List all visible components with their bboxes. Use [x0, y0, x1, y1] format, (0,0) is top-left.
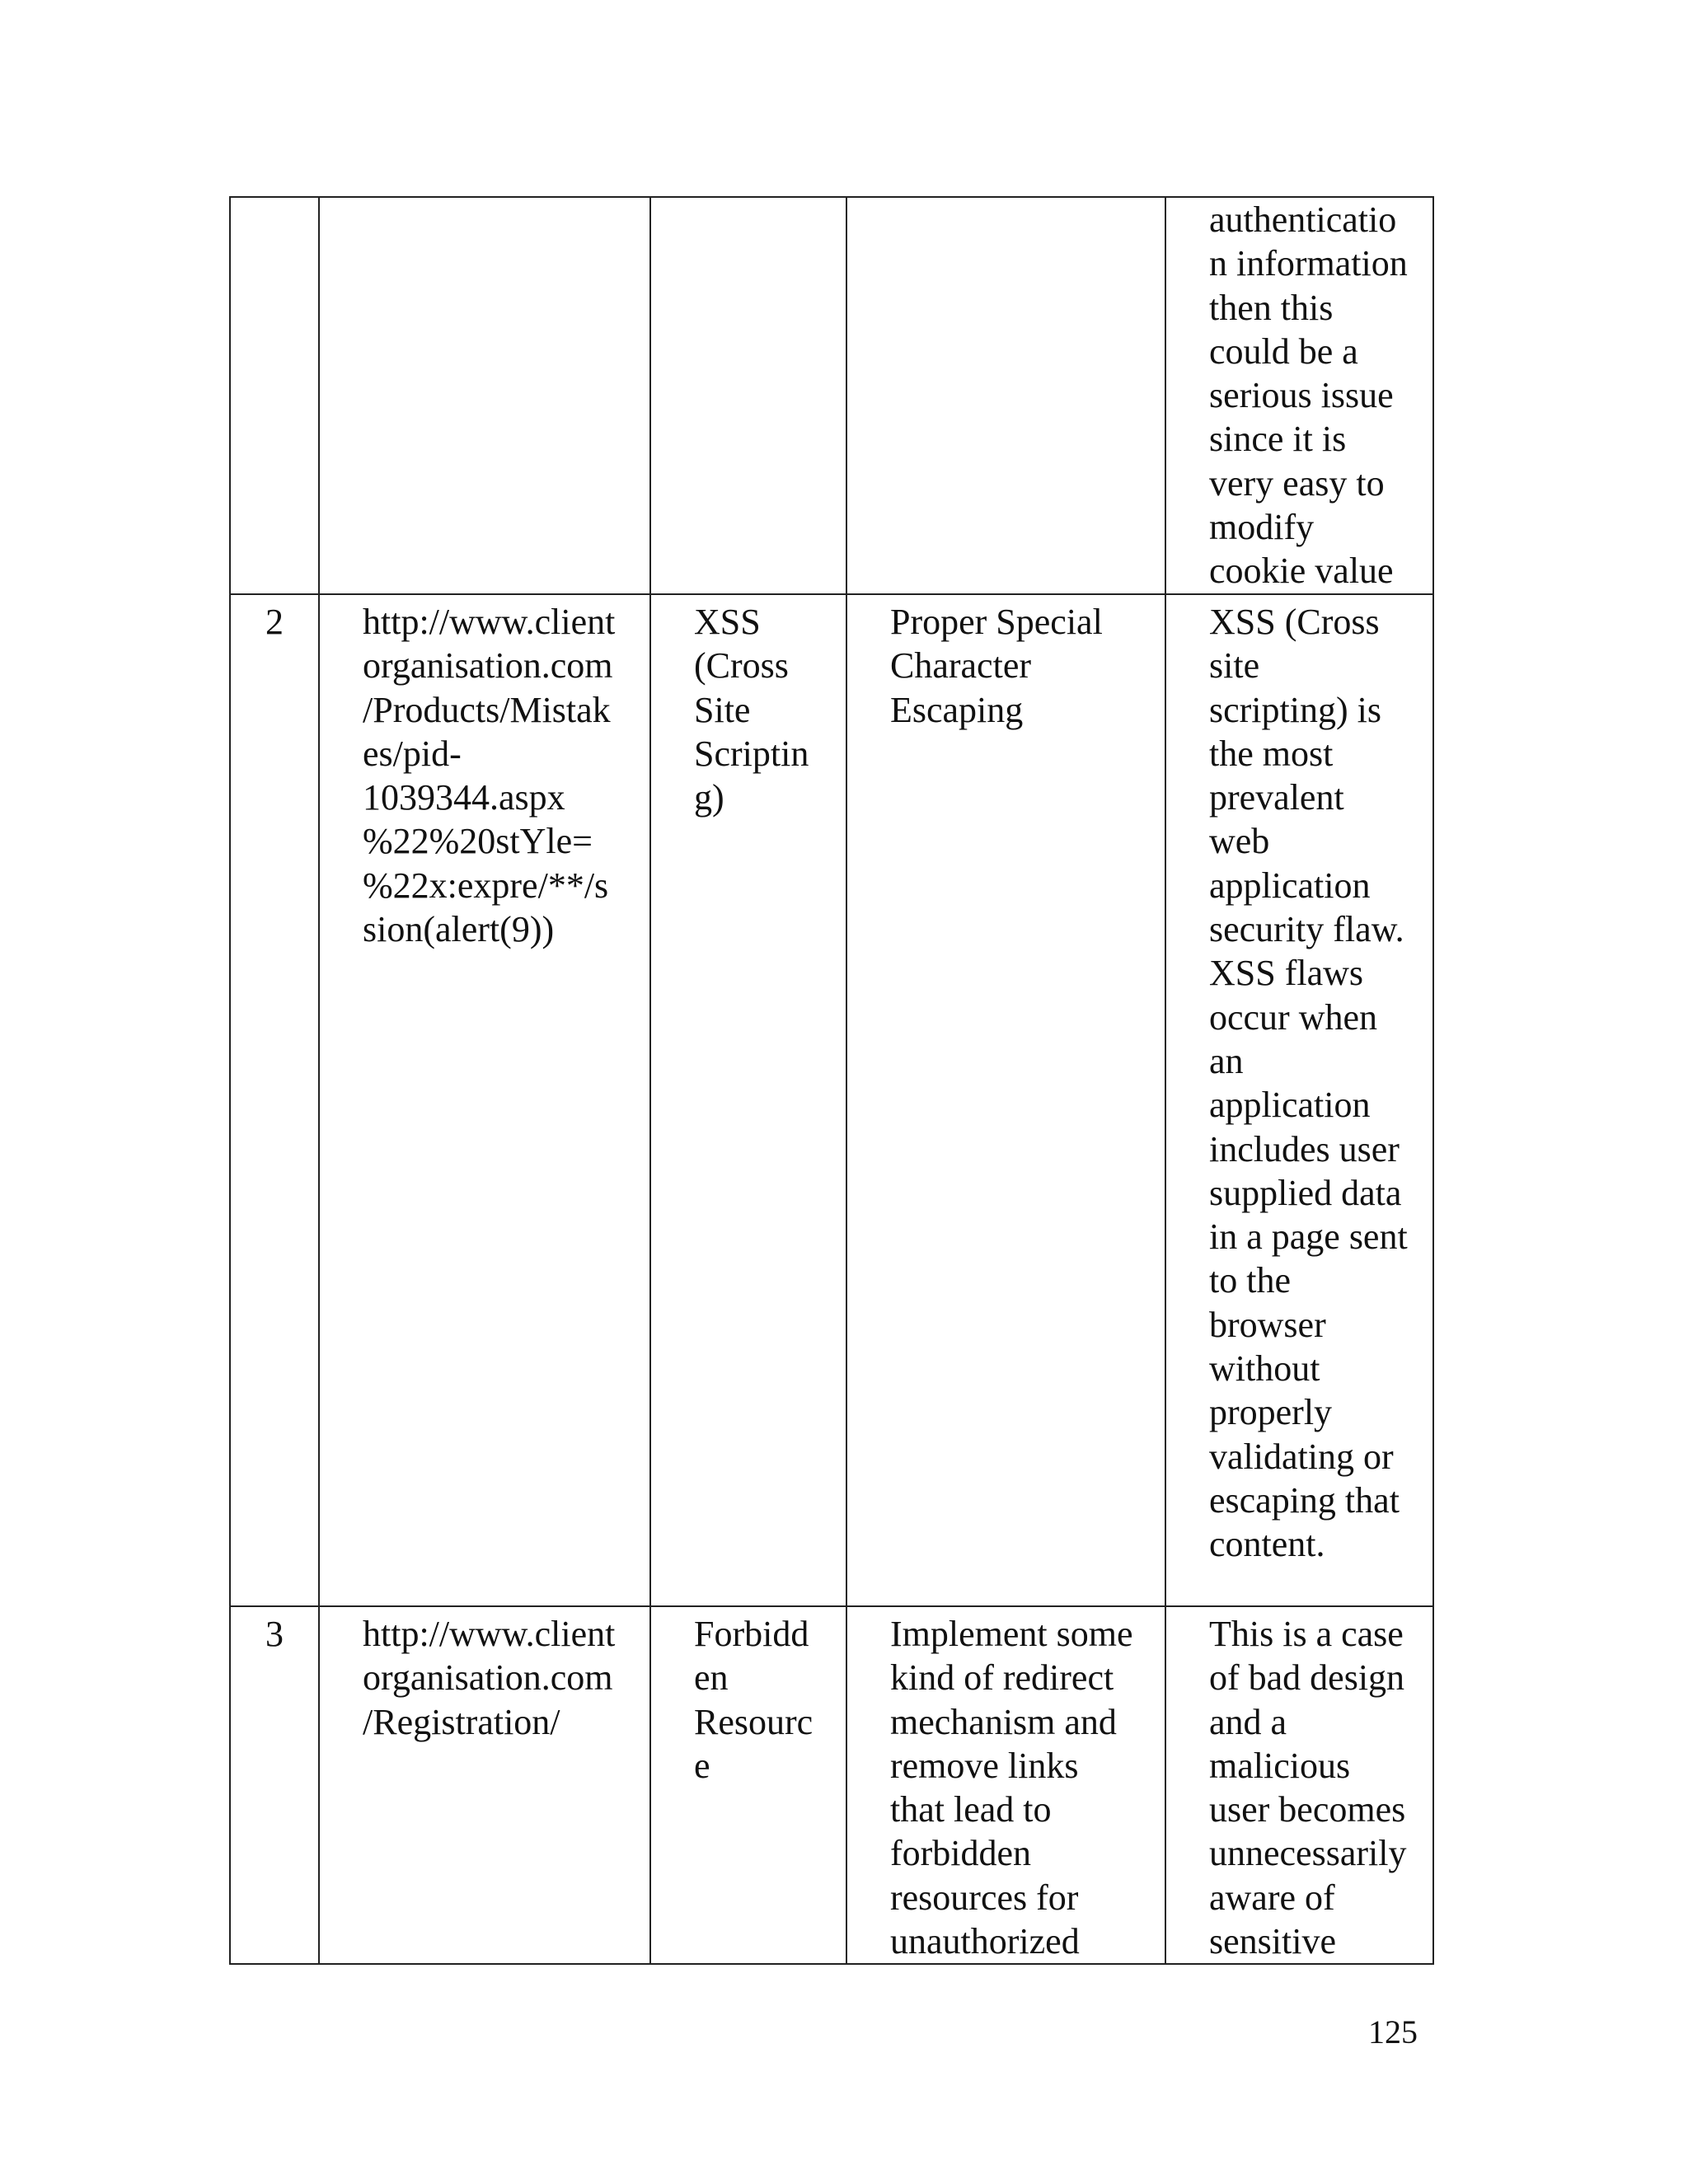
row-number-cell: [230, 197, 319, 594]
row-number-cell: 3: [230, 1606, 319, 1964]
description-cell: This is a case of bad design and a malicious user becomes unnecessarily aware of sensitive: [1165, 1606, 1433, 1964]
remediation-cell: Implement some kind of redirect mechanism and remove links that lead to forbidden resources for unauthorized: [846, 1606, 1165, 1964]
vulnerability-table: [229, 196, 1434, 1965]
page-number: 125: [1368, 2013, 1418, 2050]
url-cell: http://www.client organisation.com /Registration/: [319, 1606, 650, 1964]
remediation-cell: Proper Special Character Escaping: [846, 594, 1165, 1606]
row-number-cell: 2: [230, 594, 319, 1606]
description-cell: authenticatio n information then this could be a serious issue since it is very easy to modify cookie value: [1165, 197, 1433, 594]
vulnerability-type-cell: Forbidd en Resourc e: [650, 1606, 846, 1964]
vulnerability-type-cell: [650, 197, 846, 594]
remediation-cell: [846, 197, 1165, 594]
url-cell: http://www.client organisation.com /Products/Mistak es/pid- 1039344.aspx %22%20stYle= %22x:expre/**/s sion(alert(9)): [319, 594, 650, 1606]
table-row: [230, 197, 1433, 594]
vulnerability-type-cell: XSS (Cross Site Scriptin g): [650, 594, 846, 1606]
table-row: [230, 594, 1433, 1606]
table-row: [230, 1606, 1433, 1964]
description-cell: XSS (Cross site scripting) is the most prevalent web application security flaw. XSS flaws occur when an application includes user supplied data in a page sent to the browser without properly validating or escaping that content.: [1165, 594, 1433, 1606]
url-cell: [319, 197, 650, 594]
